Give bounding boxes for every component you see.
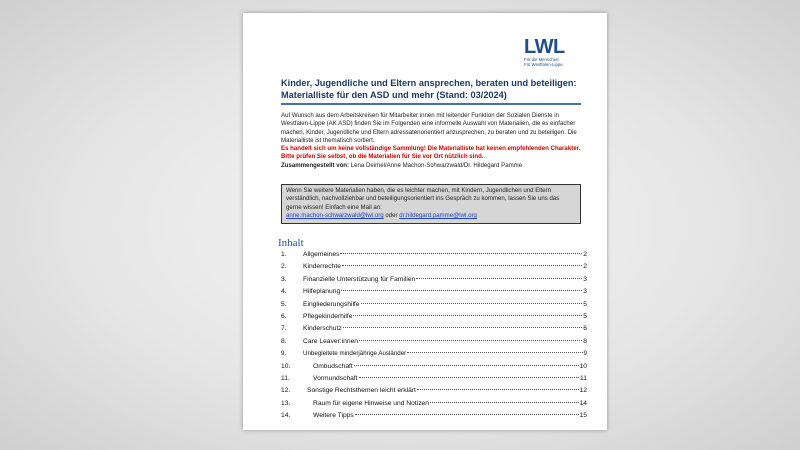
toc-number: 2. [281, 263, 287, 271]
toc-title: Kinderrechte [303, 263, 341, 271]
toc-leader [430, 402, 579, 403]
toc-title: Raum für eigene Hinweise und Notizen [313, 399, 429, 407]
toc-number: 11. [281, 374, 290, 382]
toc-number: 9. [281, 350, 287, 358]
toc-title: Weitere Tipps [313, 412, 354, 420]
toc-number: 5. [281, 300, 287, 308]
toc-page: 15 [579, 412, 587, 420]
email-link-pamme[interactable]: dr.hildegard.pamme@lwl.org [399, 212, 477, 220]
toc-entry[interactable] [281, 261, 587, 273]
toc-leader [340, 253, 582, 254]
toc-title: Pflegekinderhilfe [303, 312, 353, 320]
toc-page: 8 [583, 337, 587, 345]
toc-title: Hilfeplanung [303, 288, 341, 296]
email-link-machon[interactable]: anne.machon-schwarzwald@lwl.org [286, 212, 384, 220]
toc-leader [359, 377, 579, 378]
toc-leader [341, 290, 582, 291]
toc-page: 11 [580, 374, 587, 382]
toc-page: 2 [583, 251, 587, 258]
table-of-contents [281, 249, 587, 422]
toc-heading: Inhalt [278, 237, 304, 249]
toc-title: Kinderschutz [303, 325, 342, 333]
toc-page: 9 [583, 350, 587, 358]
lwl-logo-tagline-2: Für Westfalen-Lippe. [524, 62, 564, 67]
document-page [243, 13, 607, 430]
toc-page: 6 [583, 325, 587, 333]
compiled-by-names: Lena Deimel/Anne Machon-Schwarzwald/Dr. Hildegard Pamme [349, 161, 523, 169]
toc-title: Vormundschaft [313, 374, 358, 382]
toc-leader [355, 414, 579, 415]
toc-entry[interactable] [281, 249, 587, 261]
toc-leader [354, 365, 579, 366]
toc-number: 7. [281, 325, 287, 333]
toc-number: 8. [281, 337, 287, 345]
toc-entry[interactable] [281, 373, 587, 385]
toc-number: 6. [281, 312, 287, 320]
toc-title: Eingliederungshilfe [303, 300, 360, 308]
toc-page: 12 [579, 387, 587, 395]
toc-title: Ombudschaft [313, 362, 353, 370]
compiled-by-label: Zusammengestellt von: [281, 161, 350, 169]
toc-number: 1. [281, 251, 287, 258]
toc-number: 4. [281, 288, 287, 296]
intro-paragraph [281, 112, 585, 170]
toc-entry[interactable] [281, 348, 587, 360]
toc-page: 5 [583, 300, 587, 308]
toc-title: Care Leaver:innen [303, 337, 359, 345]
toc-entry[interactable] [281, 311, 587, 323]
toc-entry[interactable] [281, 385, 587, 397]
toc-entry[interactable] [281, 286, 587, 298]
toc-page: 2 [583, 263, 587, 271]
toc-leader [407, 352, 582, 353]
intro-text: Auf Wunsch aus dem Arbeitskreisen für Mitarbeiter:innen mit leitender Funktion der Sozialen Dienste in Westfalen-Lippe (AK ASD) finden Sie im Folgenden eine informelle Auswahl von Materialien, die es einfacher machen, Kinder, Jugendliche und Eltern adressatenorientiert anzusprechen, zu beraten und zu beteiligen. Die Materialliste ist thematisch sortiert. [281, 112, 577, 144]
toc-leader [353, 315, 582, 316]
title-divider [281, 103, 581, 105]
document-title-line-2: Materialliste für den ASD und mehr (Stand: 03/2024) [281, 90, 507, 100]
toc-leader [361, 303, 583, 304]
toc-number: 12. [281, 387, 291, 395]
toc-title: Sonstige Rechtsthemen leicht erklärt [307, 387, 416, 395]
toc-leader [343, 327, 583, 328]
toc-page: 10 [579, 362, 587, 370]
contact-note-box [281, 184, 581, 224]
toc-title: Finanzielle Unterstützung für Familien [303, 275, 416, 283]
toc-leader [417, 389, 579, 390]
document-title-line-1: Kinder, Jugendliche und Eltern ansprechen, beraten und beteiligen: [281, 78, 577, 88]
toc-leader [416, 278, 582, 279]
lwl-logo-tagline-1: Für die Menschen. [524, 57, 560, 62]
toc-entry[interactable] [281, 299, 587, 311]
toc-number: 10. [281, 362, 291, 370]
toc-page: 5 [583, 312, 587, 320]
document-title [281, 77, 581, 101]
toc-title: Unbegleitete minderjährige Ausländer [303, 350, 407, 358]
toc-number: 13. [281, 399, 291, 407]
toc-leader [359, 340, 582, 341]
toc-page: 3 [583, 275, 587, 283]
toc-entry[interactable] [281, 398, 587, 410]
toc-entry[interactable] [281, 274, 587, 286]
toc-number: 3. [281, 275, 287, 283]
toc-number: 14. [281, 412, 291, 420]
contact-note-text: Wenn Sie weitere Materialien haben, die es leichter machen, mit Kindern, Jugendlichen und Eltern verständlich, nachvollziehbar und beteiligungsorientiert ins Gespräch zu kommen, lassen Sie uns das gerne wissen! Einfach eine Mail an: [286, 187, 560, 211]
toc-entry[interactable] [281, 361, 587, 373]
toc-entry[interactable] [281, 336, 587, 348]
toc-title: Allgemeines [303, 251, 340, 258]
toc-entry[interactable] [281, 323, 587, 335]
toc-page: 3 [583, 288, 587, 296]
toc-leader [342, 265, 582, 266]
lwl-logo-mark: LWL [524, 36, 565, 58]
toc-page: 14 [579, 399, 587, 407]
intro-warning: Es handelt sich um keine vollständige Sammlung! Die Materialliste hat keinen empfehlenden Charakter. Bitte prüfen Sie selbst, ob die Materialien für Sie vor Ort nützlich sind. [281, 145, 581, 161]
toc-entry[interactable] [281, 410, 587, 422]
email-connector: oder [383, 212, 400, 220]
lwl-logo [524, 37, 574, 67]
